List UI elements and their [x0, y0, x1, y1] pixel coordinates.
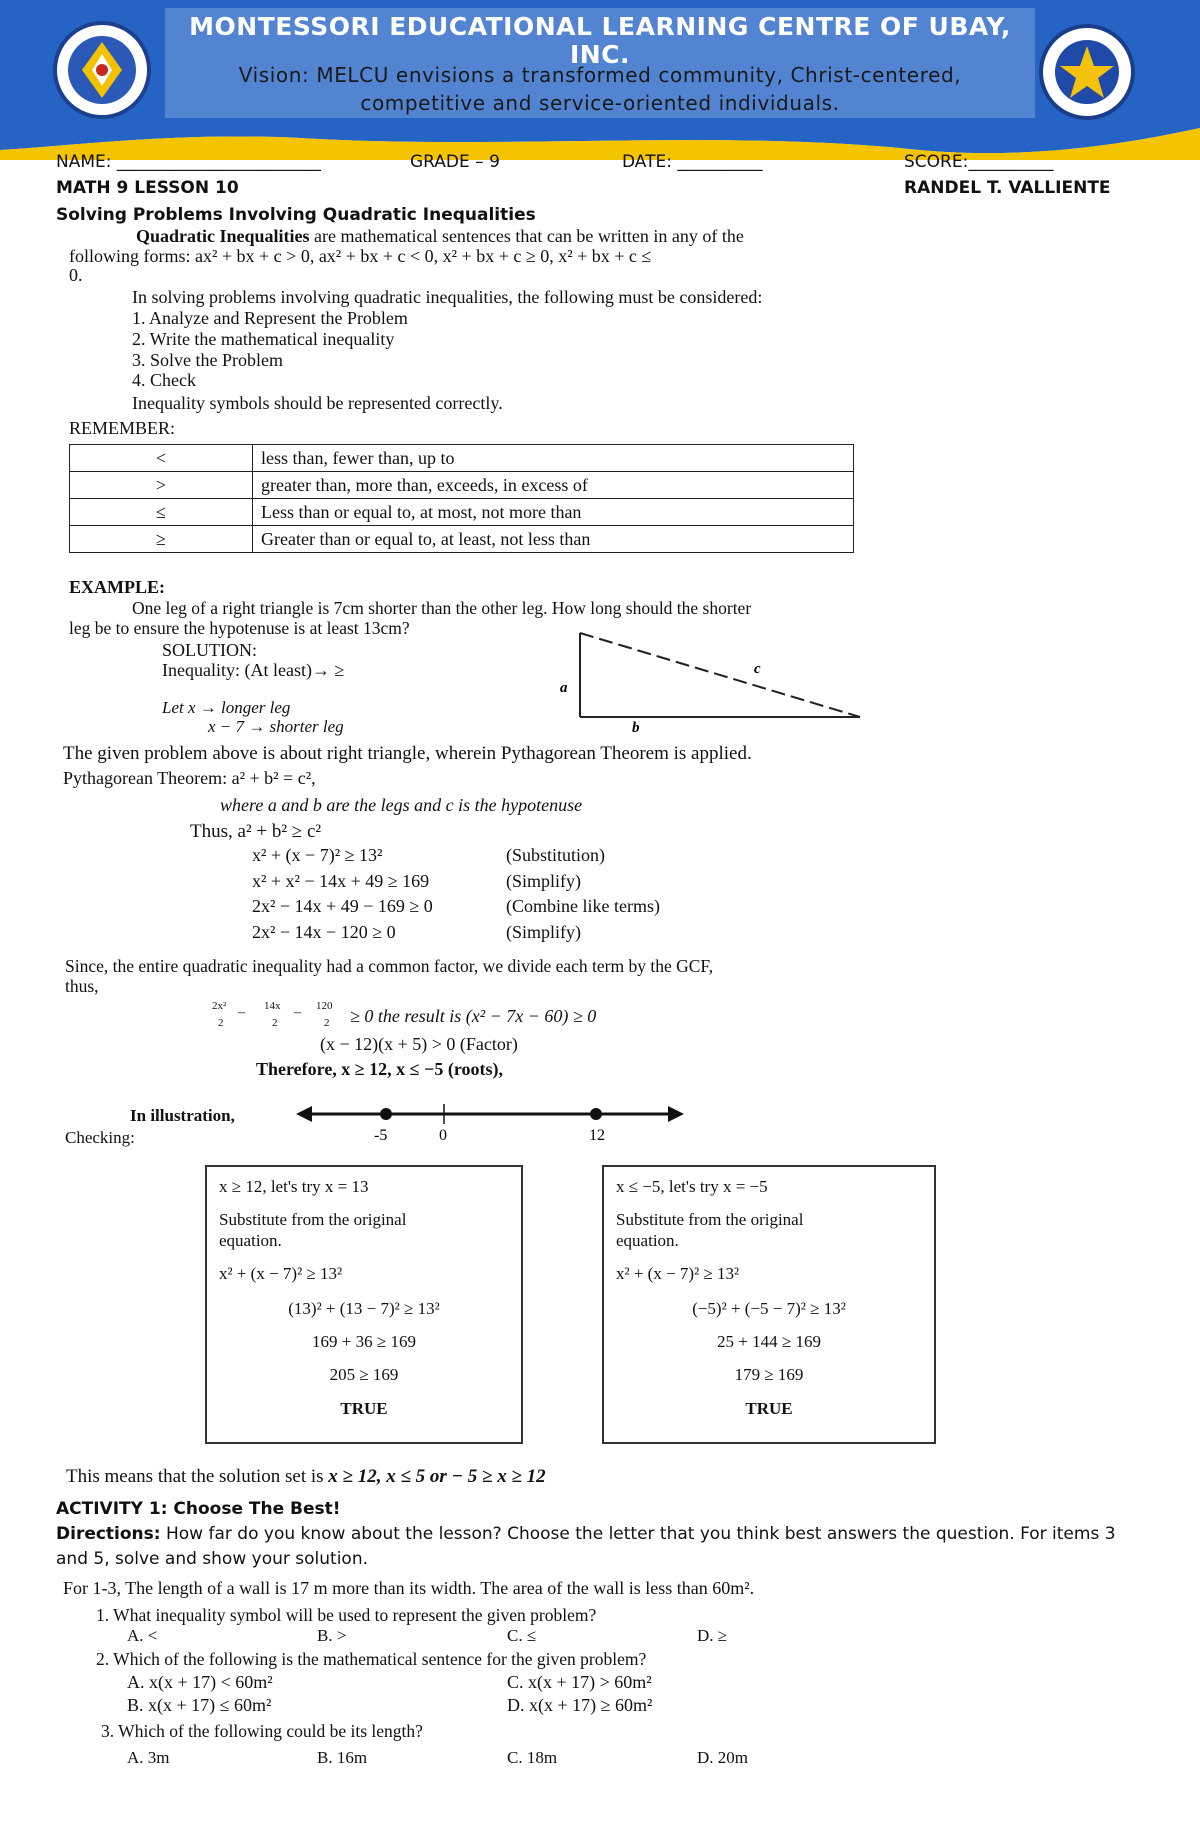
solve-step-3: 2x² − 14x + 49 − 169 ≥ 0	[252, 896, 433, 916]
meaning-cell: less than, fewer than, up to	[253, 445, 854, 472]
solution-set	[66, 1466, 546, 1488]
check-verdict: TRUE	[745, 1399, 793, 1418]
school-name-line2: INC.	[569, 40, 631, 69]
table-row	[70, 499, 854, 526]
q3-option-b[interactable]: B. 16m	[317, 1748, 368, 1767]
check-sub: Substitute from the original	[616, 1210, 804, 1229]
name-field: NAME: ________________________	[56, 152, 321, 172]
grade-label: GRADE – 9	[410, 152, 500, 172]
step-2: 2. Write the mathematical inequality	[132, 329, 395, 349]
factored-form: (x − 12)(x + 5) > 0 (Factor)	[320, 1034, 518, 1054]
lesson-label: MATH 9 LESSON 10	[56, 178, 239, 198]
gcf-note: Since, the entire quadratic inequality had a common factor, we divide each term by the GCF,	[65, 956, 714, 976]
lesson-topic: Solving Problems Involving Quadratic Inequalities	[56, 205, 536, 225]
check-head: x ≥ 12, let's try x = 13	[219, 1177, 369, 1196]
symbol-cell: ≥	[70, 526, 253, 553]
check-box-positive	[205, 1165, 523, 1444]
minus-2: –	[294, 1005, 301, 1020]
symbol-cell: >	[70, 472, 253, 499]
inequality-symbol-table	[69, 444, 854, 553]
check-line-3: 25 + 144 ≥ 169	[717, 1332, 821, 1351]
vision-line1: Vision: MELCU envisions a transformed community, Christ-centered,	[238, 63, 962, 87]
question-2: 2. Which of the following is the mathematical sentence for the given problem?	[96, 1649, 647, 1669]
check-line-4: 205 ≥ 169	[329, 1365, 399, 1384]
point-neg5	[380, 1108, 392, 1120]
directions-text: How far do you know about the lesson? Choose the letter that you think best answers the question. For items 3	[160, 1524, 1116, 1544]
table-row	[70, 526, 854, 553]
frac-den-3: 2	[324, 1017, 330, 1029]
step-1: 1. Analyze and Represent the Problem	[132, 308, 408, 328]
check-verdict: TRUE	[340, 1399, 388, 1418]
number-line	[296, 1100, 686, 1150]
check-head: x ≤ −5, let's try x = −5	[616, 1177, 768, 1196]
check-sub: Substitute from the original	[219, 1210, 407, 1229]
gcf-note-cont: thus,	[65, 976, 99, 996]
symbol-cell: ≤	[70, 499, 253, 526]
meaning-cell: Greater than or equal to, at least, not less than	[253, 526, 854, 553]
table-row	[70, 445, 854, 472]
solve-step-1-note: (Substitution)	[506, 845, 606, 865]
triangle-label-b: b	[632, 720, 640, 735]
inequality-key: Inequality: (At least)→ ≥	[162, 660, 345, 680]
school-logo	[52, 20, 152, 120]
q2-option-d[interactable]: D. x(x + 17) ≥ 60m²	[507, 1695, 653, 1715]
step-3: 3. Solve the Problem	[132, 350, 283, 370]
check-box-negative	[602, 1165, 936, 1444]
q1-option-c[interactable]: C. ≤	[507, 1626, 537, 1645]
directions	[56, 1524, 1116, 1544]
right-triangle-diagram	[560, 625, 880, 735]
q3-option-a[interactable]: A. 3m	[127, 1748, 170, 1767]
teacher-name: RANDEL T. VALLIENTE	[904, 178, 1111, 198]
intro-lead	[136, 226, 744, 247]
school-name-line1: MONTESSORI EDUCATIONAL LEARNING CENTRE OF UBAY,	[189, 12, 1011, 41]
remember-heading: REMEMBER:	[69, 418, 176, 438]
score-field: SCORE:__________	[904, 152, 1054, 172]
check-line-2: (13)² + (13 − 7)² ≥ 13²	[288, 1299, 440, 1318]
check-sub-cont: equation.	[616, 1231, 679, 1250]
intro-forms: following forms: ax² + bx + c > 0, ax² + bx + c < 0, x² + bx + c ≥ 0, x² + bx + c ≤	[69, 246, 652, 266]
frac-den-2: 2	[272, 1017, 278, 1029]
example-heading: EXAMPLE:	[69, 577, 165, 597]
example-problem-1: One leg of a right triangle is 7cm shorter than the other leg. How long should the shorter	[132, 598, 752, 618]
symbol-note: Inequality symbols should be represented correctly.	[132, 393, 503, 413]
solve-step-2: x² + x² − 14x + 49 ≥ 169	[252, 871, 430, 891]
directions-cont: and 5, solve and show your solution.	[56, 1549, 368, 1569]
pythagorean-theorem: Pythagorean Theorem: a² + b² = c²,	[63, 768, 316, 788]
solution-set-math: x ≥ 12, x ≤ 5 or − 5 ≥ x ≥ 12	[328, 1466, 546, 1487]
intro-lead-rest: are mathematical sentences that can be written in any of the	[309, 226, 744, 246]
legs-note: where a and b are the legs and c is the hypotenuse	[220, 795, 583, 815]
gcf-result: ≥ 0 the result is (x² − 7x − 60) ≥ 0	[350, 1006, 597, 1026]
solve-step-4-note: (Simplify)	[506, 922, 581, 942]
check-line-1: x² + (x − 7)² ≥ 13²	[219, 1264, 343, 1283]
triangle-label-c: c	[754, 661, 761, 677]
q3-option-c[interactable]: C. 18m	[507, 1748, 558, 1767]
let-shorter-leg: x − 7 → shorter leg	[208, 717, 344, 736]
check-line-1: x² + (x − 7)² ≥ 13²	[616, 1264, 740, 1283]
let-longer-leg: Let x → longer leg	[162, 698, 291, 717]
consider-text: In solving problems involving quadratic inequalities, the following must be considered:	[132, 287, 763, 307]
q2-option-b[interactable]: B. x(x + 17) ≤ 60m²	[127, 1695, 272, 1715]
table-row	[70, 472, 854, 499]
intro-lead-term: Quadratic Inequalities	[136, 226, 310, 246]
question-3: 3. Which of the following could be its length?	[101, 1721, 423, 1741]
roots-line: Therefore, x ≥ 12, x ≤ −5 (roots),	[256, 1059, 503, 1079]
frac-num-3: 120	[316, 1000, 333, 1012]
frac-den-1: 2	[218, 1017, 224, 1029]
q1-option-b[interactable]: B. >	[317, 1626, 347, 1645]
gcf-fractions	[212, 1000, 352, 1034]
checking-label: Checking:	[65, 1128, 135, 1147]
q1-option-a[interactable]: A. <	[127, 1626, 158, 1645]
header-banner	[0, 0, 1200, 160]
frac-num-1: 2x²	[212, 1000, 227, 1012]
vision-line2: competitive and service-oriented individuals.	[360, 91, 840, 115]
example-problem-2: leg be to ensure the hypotenuse is at least 13cm?	[69, 618, 410, 638]
solve-step-4: 2x² − 14x − 120 ≥ 0	[252, 922, 396, 942]
check-line-2: (−5)² + (−5 − 7)² ≥ 13²	[692, 1299, 846, 1318]
activity-title: ACTIVITY 1: Choose The Best!	[56, 1499, 341, 1519]
nl-label-0: 0	[439, 1127, 447, 1144]
q3-option-d[interactable]: D. 20m	[697, 1748, 748, 1767]
solution-set-lead: This means that the solution set is	[66, 1466, 329, 1487]
directions-label: Directions:	[56, 1524, 161, 1544]
illustration-label: In illustration,	[130, 1106, 235, 1125]
given-statement: The given problem above is about right triangle, wherein Pythagorean Theorem is applied.	[63, 743, 752, 764]
solve-step-1: x² + (x − 7)² ≥ 13²	[252, 845, 383, 865]
solution-label: SOLUTION:	[162, 640, 257, 660]
check-line-3: 169 + 36 ≥ 169	[312, 1332, 416, 1351]
q2-option-c[interactable]: C. x(x + 17) > 60m²	[507, 1672, 652, 1692]
q1-option-d[interactable]: D. ≥	[697, 1626, 728, 1645]
meaning-cell: Less than or equal to, at most, not more than	[253, 499, 854, 526]
solve-step-3-note: (Combine like terms)	[506, 896, 660, 916]
problem-intro: For 1-3, The length of a wall is 17 m more than its width. The area of the wall is less than 60m².	[63, 1578, 755, 1598]
q2-option-a[interactable]: A. x(x + 17) < 60m²	[127, 1672, 273, 1692]
minus-1: –	[238, 1005, 245, 1020]
question-1: 1. What inequality symbol will be used to represent the given problem?	[96, 1605, 597, 1625]
symbol-cell: <	[70, 445, 253, 472]
solve-step-2-note: (Simplify)	[506, 871, 581, 891]
intro-forms-cont: 0.	[69, 265, 83, 285]
date-field: DATE: __________	[622, 152, 763, 172]
frac-num-2: 14x	[264, 1000, 281, 1012]
check-line-4: 179 ≥ 169	[734, 1365, 804, 1384]
thus-line: Thus, a² + b² ≥ c²	[190, 821, 322, 842]
check-sub-cont: equation.	[219, 1231, 282, 1250]
point-12	[590, 1108, 602, 1120]
meaning-cell: greater than, more than, exceeds, in excess of	[253, 472, 854, 499]
nl-label-neg5: -5	[374, 1127, 388, 1144]
step-4: 4. Check	[132, 370, 196, 390]
nl-label-12: 12	[589, 1127, 605, 1144]
triangle-label-a: a	[560, 680, 568, 696]
